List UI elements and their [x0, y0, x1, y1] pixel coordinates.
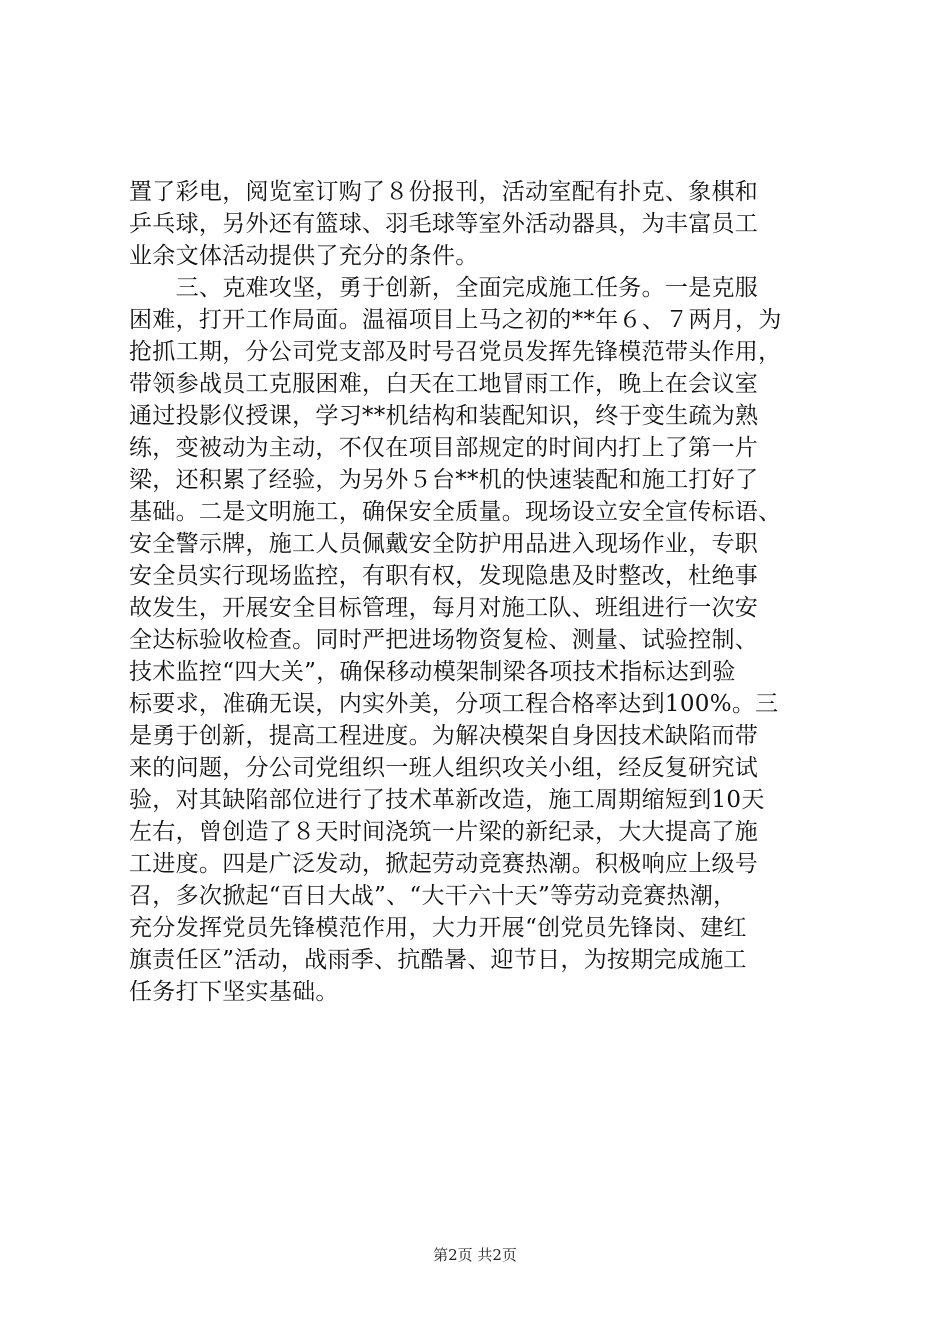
text-line: 标要求，准确无误，内实外美，分项工程合格率达到100%。三 — [129, 691, 779, 717]
text-line: 故发生，开展安全目标管理，每月对施工队、班组进行一次安 — [129, 595, 759, 621]
text-line: 是勇于创新，提高工程进度。为解决模架自身因技术缺陷而带 — [129, 723, 759, 749]
text-line: 全达标验收检查。同时严把进场物资复检、测量、试验控制、 — [129, 627, 759, 653]
text-line: 充分发挥党员先锋模范作用，大力开展“创党员先锋岗、建红 — [129, 915, 747, 941]
text-line: 三、克难攻坚，勇于创新，全面完成施工任务。一是克服 — [129, 275, 759, 301]
text-line: 置了彩电，阅览室订购了８份报刊，活动室配有扑克、象棋和 — [129, 179, 759, 205]
text-line: 技术监控“四大关”，确保移动模架制梁各项技术指标达到验 — [129, 659, 736, 685]
text-line: 来的问题，分公司党组织一班人组织攻关小组，经反复研究试 — [129, 755, 759, 781]
text-line: 工进度。四是广泛发动，掀起劳动竞赛热潮。积极响应上级号 — [129, 851, 759, 877]
text-line: 旗责任区”活动，战雨季、抗酷暑、迎节日，为按期完成施工 — [129, 947, 747, 973]
document-body — [129, 176, 834, 1008]
text-line: 梁，还积累了经验，为另外５台**机的快速装配和施工打好了 — [129, 467, 759, 493]
text-line: 基础。二是文明施工，确保安全质量。现场设立安全宣传标语、 — [129, 499, 782, 525]
text-line: 练，变被动为主动，不仅在项目部规定的时间内打上了第一片 — [129, 435, 759, 461]
text-line: 任务打下坚实基础。 — [129, 979, 339, 1005]
text-line: 乒乓球，另外还有篮球、羽毛球等室外活动器具，为丰富员工 — [129, 211, 759, 237]
text-line: 通过投影仪授课，学习**机结构和装配知识，终于变生疏为熟 — [129, 403, 759, 429]
page-footer: 第2页 共2页 — [433, 1246, 517, 1264]
text-line: 召，多次掀起“百日大战”、“大干六十天”等劳动竞赛热潮， — [129, 883, 737, 909]
text-line: 安全员实行现场监控，有职有权，发现隐患及时整改，杜绝事 — [129, 563, 759, 589]
text-line: 困难，打开工作局面。温福项目上马之初的**年６、７两月，为 — [129, 307, 782, 333]
text-line: 验，对其缺陷部位进行了技术革新改造，施工周期缩短到10天 — [129, 787, 765, 813]
text-line: 业余文体活动提供了充分的条件。 — [129, 243, 479, 269]
text-line: 左右，曾创造了８天时间浇筑一片梁的新纪录，大大提高了施 — [129, 819, 759, 845]
text-line: 带领参战员工克服困难，白天在工地冒雨工作，晚上在会议室 — [129, 371, 759, 397]
text-line: 抢抓工期，分公司党支部及时号召党员发挥先锋模范带头作用， — [129, 339, 782, 365]
text-line: 安全警示牌，施工人员佩戴安全防护用品进入现场作业，专职 — [129, 531, 759, 557]
